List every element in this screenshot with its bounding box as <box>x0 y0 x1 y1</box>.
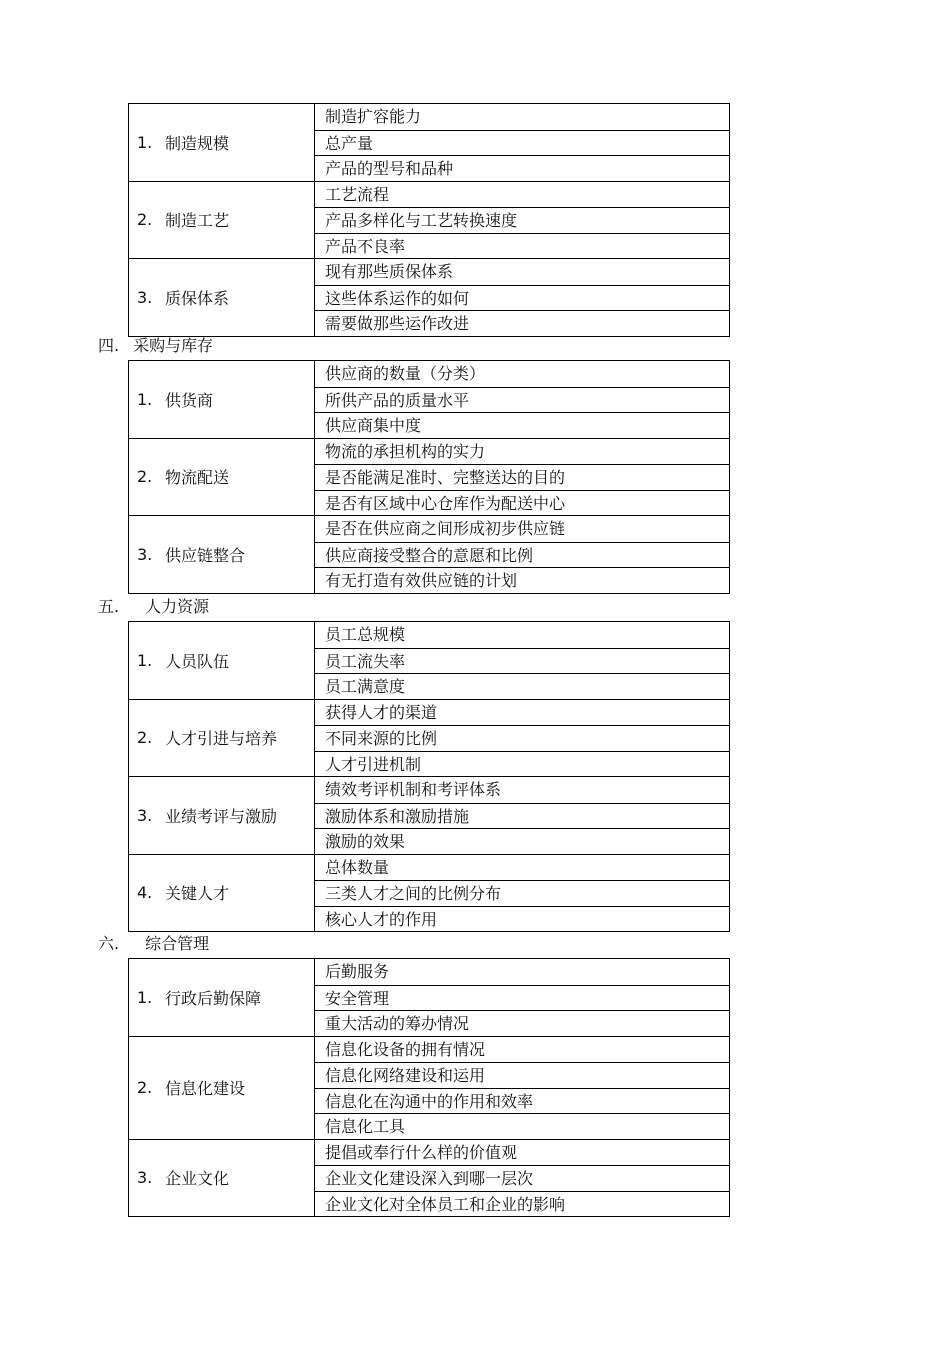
table-cell: 需要做那些运作改进 <box>315 310 729 336</box>
table-group <box>129 181 729 259</box>
table-group <box>129 699 729 777</box>
table-cell: 重大活动的筹办情况 <box>315 1010 729 1036</box>
table-cell: 制造扩容能力 <box>325 107 422 126</box>
table-cell: 总产量 <box>315 130 729 156</box>
table-cell: 员工流失率 <box>315 648 729 674</box>
table-cell: 产品的型号和品种 <box>315 155 729 181</box>
table-group <box>129 438 729 516</box>
table-cell: 产品多样化与工艺转换速度 <box>315 207 729 233</box>
section-heading: 四. 采购与库存 <box>98 336 214 355</box>
table-group <box>129 515 729 593</box>
table-cell: 提倡或奉行什么样的价值观 <box>325 1142 518 1162</box>
group-title: 1. 制造规模 <box>129 104 315 181</box>
group-title: 2. 人才引进与培养 <box>129 700 315 777</box>
table-group <box>129 361 729 438</box>
table-cell: 有无打造有效供应链的计划 <box>315 567 729 593</box>
table-manufacturing <box>128 103 730 337</box>
table-cell: 是否能满足准时、完整送达的目的 <box>315 464 729 490</box>
table-group <box>129 1036 729 1139</box>
section-heading: 六. 综合管理 <box>98 934 210 953</box>
table-cell: 是否有区域中心仓库作为配送中心 <box>315 490 729 516</box>
table-cell: 现有那些质保体系 <box>325 262 454 281</box>
table-group <box>129 104 729 181</box>
table-cell: 企业文化对全体员工和企业的影响 <box>315 1191 729 1217</box>
table-cell: 信息化工具 <box>315 1113 729 1139</box>
table-group <box>129 959 729 1036</box>
group-title: 3. 供应链整合 <box>129 516 315 593</box>
table-cell: 信息化设备的拥有情况 <box>325 1039 486 1059</box>
group-title: 3. 业绩考评与激励 <box>129 777 315 854</box>
table-cell: 供应商的数量（分类） <box>325 364 486 383</box>
group-title: 3. 质保体系 <box>129 259 315 336</box>
table-cell: 人才引进机制 <box>315 751 729 777</box>
table-group <box>129 1139 729 1217</box>
group-title: 1. 人员队伍 <box>129 622 315 699</box>
table-cell: 绩效考评机制和考评体系 <box>325 780 502 799</box>
table-group <box>129 854 729 932</box>
table-group <box>129 622 729 699</box>
table-cell: 核心人才的作用 <box>315 906 729 932</box>
group-title: 2. 信息化建设 <box>129 1037 315 1139</box>
table-cell: 获得人才的渠道 <box>325 702 438 722</box>
table-cell: 员工满意度 <box>315 673 729 699</box>
table-cell: 激励的效果 <box>315 828 729 854</box>
group-title: 2. 物流配送 <box>129 439 315 516</box>
table-cell: 信息化网络建设和运用 <box>315 1062 729 1088</box>
table-cell: 是否在供应商之间形成初步供应链 <box>325 519 566 538</box>
table-cell: 供应商集中度 <box>315 412 729 438</box>
table-cell: 三类人才之间的比例分布 <box>315 880 729 906</box>
table-group <box>129 776 729 854</box>
table-cell: 供应商接受整合的意愿和比例 <box>315 542 729 568</box>
group-title: 1. 行政后勤保障 <box>129 959 315 1036</box>
table-cell: 员工总规模 <box>325 625 406 644</box>
group-title: 2. 制造工艺 <box>129 182 315 259</box>
table-procurement <box>128 360 730 594</box>
table-cell: 后勤服务 <box>325 962 390 981</box>
table-cell: 激励体系和激励措施 <box>315 803 729 829</box>
table-cell: 总体数量 <box>325 857 390 877</box>
table-cell: 所供产品的质量水平 <box>315 387 729 413</box>
group-title: 1. 供货商 <box>129 361 315 438</box>
table-cell: 安全管理 <box>315 985 729 1011</box>
group-title: 3. 企业文化 <box>129 1140 315 1217</box>
section-heading: 五. 人力资源 <box>98 597 210 616</box>
table-cell: 这些体系运作的如何 <box>315 285 729 311</box>
table-cell: 工艺流程 <box>325 184 390 204</box>
table-group <box>129 258 729 336</box>
table-cell: 不同来源的比例 <box>315 725 729 751</box>
group-title: 4. 关键人才 <box>129 855 315 932</box>
table-cell: 信息化在沟通中的作用和效率 <box>315 1088 729 1114</box>
table-management <box>128 958 730 1217</box>
table-cell: 产品不良率 <box>315 233 729 259</box>
table-cell: 企业文化建设深入到哪一层次 <box>315 1165 729 1191</box>
table-hr <box>128 621 730 932</box>
table-cell: 物流的承担机构的实力 <box>325 441 486 461</box>
